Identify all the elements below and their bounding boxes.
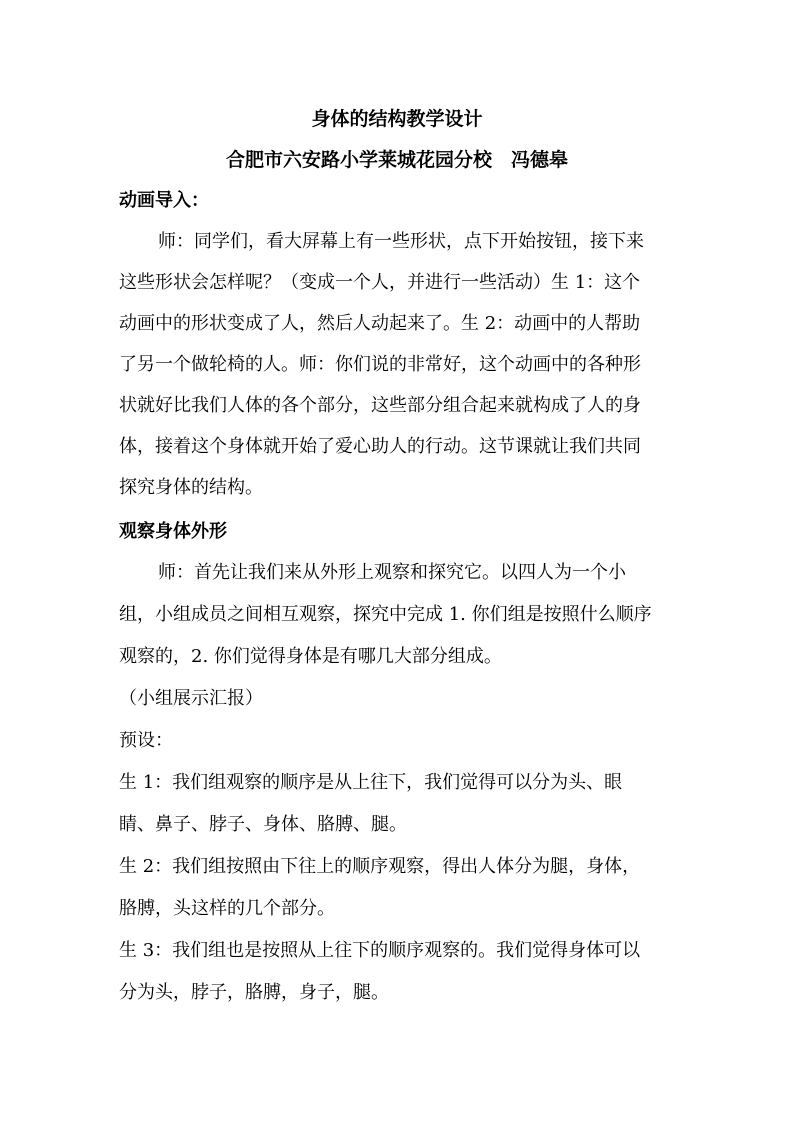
paragraph-line: 睛、鼻子、脖子、身体、胳膊、腿。 xyxy=(119,814,407,835)
paragraph-line: 了另一个做轮椅的人。师：你们说的非常好，这个动画中的各种形 xyxy=(119,354,641,375)
paragraph-line: 师：同学们，看大屏幕上有一些形状，点下开始按钮，接下来 xyxy=(158,231,644,252)
paragraph-line: 这些形状会怎样呢？（变成一个人，并进行一些活动）生 1：这个 xyxy=(119,272,641,293)
paragraph-line: 师：首先让我们来从外形上观察和探究它。以四人为一个小 xyxy=(158,562,626,583)
paragraph-line: 观察的，2. 你们觉得身体是有哪几大部分组成。 xyxy=(119,646,502,667)
paragraph-line: 组，小组成员之间相互观察，探究中完成 1. 你们组是按照什么顺序 xyxy=(119,604,652,625)
paragraph-line: 动画中的形状变成了人，然后人动起来了。生 2：动画中的人帮助 xyxy=(119,313,641,334)
paragraph-line: 生 2：我们组按照由下往上的顺序观察，得出人体分为腿，身体， xyxy=(119,856,641,877)
document-title: 身体的结构教学设计 xyxy=(311,108,483,130)
paragraph-line: 预设： xyxy=(119,730,173,751)
paragraph-line: 胳膊，头这样的几个部分。 xyxy=(119,898,335,919)
paragraph-line: （小组展示汇报） xyxy=(119,688,263,709)
paragraph-line: 生 3：我们组也是按照从上往下的顺序观察的。我们觉得身体可以 xyxy=(119,940,641,961)
paragraph-line: 体，接着这个身体就开始了爱心助人的行动。这节课就让我们共同 xyxy=(119,436,641,457)
paragraph-line: 生 1：我们组观察的顺序是从上往下，我们觉得可以分为头、眼 xyxy=(119,772,623,793)
section-heading-observe-body: 观察身体外形 xyxy=(119,521,227,542)
document-subtitle: 合肥市六安路小学莱城花园分校 冯德皋 xyxy=(225,149,568,171)
paragraph-line: 状就好比我们人体的各个部分，这些部分组合起来就构成了人的身 xyxy=(119,395,641,416)
paragraph-line: 分为头，脖子，胳膊，身子，腿。 xyxy=(119,982,389,1003)
paragraph-line: 探究身体的结构。 xyxy=(119,477,263,498)
section-heading-animation-intro: 动画导入： xyxy=(119,190,209,211)
